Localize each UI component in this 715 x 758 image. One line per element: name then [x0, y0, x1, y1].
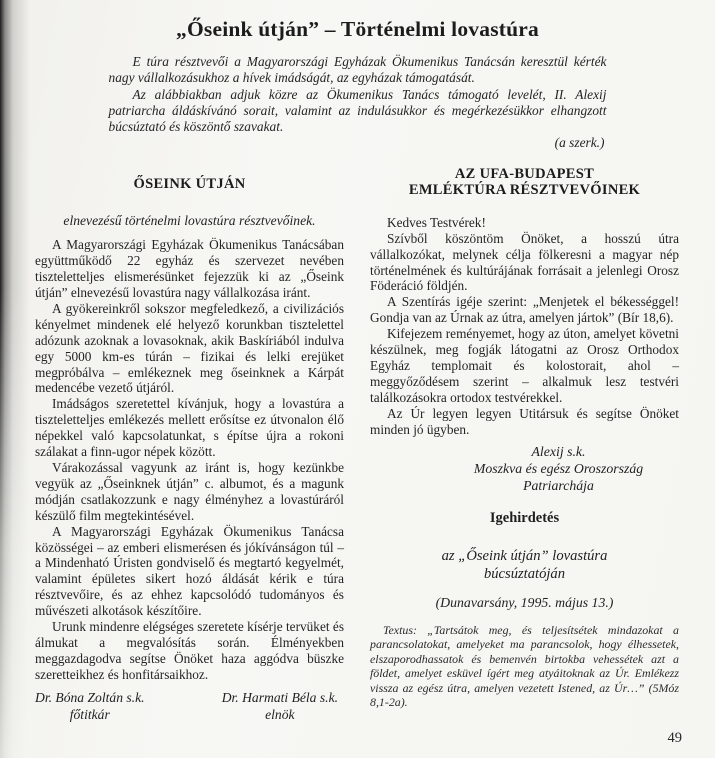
right-column — [370, 166, 679, 723]
signature-role: főtitkár — [69, 706, 110, 722]
editor-byline: (a szerk.) — [554, 135, 605, 151]
right-heading-line-2: EMLÉKTÚRA RÉSZTVEVŐINEK — [408, 182, 641, 199]
sermon-subtitle-line-1: az „Őseink útján” lovastúra — [441, 547, 608, 564]
sermon-heading: Igehirdetés — [489, 509, 560, 526]
right-column-heading — [370, 166, 679, 199]
left-paragraph-1: A Magyarországi Egyházak Ökumenikus Tanácsában együttműködő 22 egyház és szervezet nevében tiszteletteljes elismerésünket fejezzük ki az „Őseink útján” elnevezésű lovastúra nagy vállalkozása iránt. — [35, 237, 344, 300]
sermon-subtitle-line-2: búcsúztatóján — [483, 565, 566, 582]
salutation: Kedves Testvérek! — [387, 214, 486, 230]
signature-name: Dr. Harmati Béla s.k. — [221, 689, 338, 705]
signature-president — [222, 689, 338, 723]
left-column-heading: ŐSEINK ÚTJÁN — [133, 175, 246, 192]
right-paragraph-2: A Szentírás igéje szerint: „Menjetek el békességgel! Gondja van az Úrnak az útra, amelyen jártok” (Bír 18,6). — [370, 294, 679, 326]
sermon-textus: Textus: „Tartsátok meg, és teljesítsétek mindazokat a parancsolatokat, amelyeket ma parancsolok, hogy élhessetek, elszaporodhassatok és bemenvén birtokba vehessétek azt a földet, amelyet esküvel ígért meg atyáitoknak az Úr. Emlékezz vissza az egész útra, amelyen vezetett Istened, az Úr…” (5Móz 8,1-2a). — [370, 622, 679, 710]
signature-name: Dr. Bóna Zoltán s.k. — [35, 689, 145, 705]
signature-role: elnök — [265, 706, 295, 722]
page-number: 49 — [667, 730, 682, 746]
left-paragraph-6: Urunk mindenre elégséges szeretete kísérje tervüket és álmukat a megvalósítás során. Élményekben meggazdagodva segítse Önöket haza aggódva büszke szeretteikhez és honfitársaikhoz. — [35, 619, 344, 682]
right-paragraph-4: Az Úr legyen legyen Utitársuk és segítse Önöket minden jó ügyben. — [370, 405, 679, 437]
left-paragraph-2: A gyökereinkről sokszor megfeledkező, a civilizációs kényelmet mindenek elé helyező korunkban tisztelettel adózunk azoknak a lovasoknak, akik Baskíriából indulva egy 5000 km-es túrán – fizikai és lelki erejüket megpróbálva – emlékeznek meg őseinknek a Kárpát medencébe vezető útjáról. — [35, 300, 344, 396]
letter-body — [370, 215, 679, 438]
right-heading-line-1: AZ UFA-BUDAPEST — [454, 165, 595, 182]
left-paragraph-3: Imádságos szeretettel kívánjuk, hogy a lovastúra a tiszteletteljes emlékezés mellett erősítse ez útvonalon élő népekkel való kapcsolatunkat, s építse újra a rokoni szálakat a finn-ugor népek között. — [35, 396, 344, 460]
patriarch-title: Patriarchája — [523, 478, 594, 494]
left-paragraph-4: Várakozással vagyunk az iránt is, hogy kezünkbe vegyük az „Őseinknek útján” c. albumot, és a magunk módján csatlakozzunk e nagy élményhez a lovastúráról készülő film megtekintésével. — [35, 459, 344, 523]
right-paragraph-1: Szívből köszöntöm Önöket, a hosszú útra vállalkozókat, melynek célja fölkeresni a magyar nép történelmének és kultúrájának forrásait a jelenlegi Orosz Föderáció földjén. — [370, 230, 679, 294]
left-paragraph-5: A Magyarországi Egyházak Ökumenikus Tanácsa közösségei – az emberi elismerésen és jókívánságon túl – a Mindenható Úristen gondviselő és megtartó kegyelmét, valamint épületes sikert hozó áldását kérik e túra résztvevőire, és az ehhez kapcsolódó tudományos és művészeti alkotások készítőire. — [35, 523, 344, 619]
intro-block — [109, 54, 607, 152]
two-column-layout — [0, 166, 715, 723]
intro-paragraph-2: Az alábbiakban adjuk közre az Ökumenikus Tanács támogató levelét, II. Alexij patriarcha áldáskívánó sorait, valamint az indulásukkor és megérkezésükkor elhangzott búcsúztató és köszöntő szavakat. — [108, 86, 607, 135]
right-paragraph-3: Kifejezem reményemet, hogy az úton, amelyet követni készülnek, meg fogják látogatni az Orosz Orthodox Egyház templomait és kolostorait, ahol – meggyőződésem szerint – alkalmuk lesz testvéri találkozásokra ortodox testvérekkel. — [370, 326, 679, 405]
left-column-subtitle: elnevezésű történelmi lovastúra résztvevőinek. — [63, 213, 316, 229]
signature-row — [35, 689, 344, 723]
sermon-location-date: (Dunavarsány, 1995. május 13.) — [435, 594, 614, 610]
patriarch-name: Alexij s.k. — [531, 444, 586, 460]
intro-paragraph-1: E túra résztvevői a Magyarországi Egyházak Ökumenikus Tanácsán keresztül kérték nagy vállalkozásukhoz a hívek imádságát, az egyházak támogatását. — [108, 54, 607, 86]
left-column — [35, 166, 344, 723]
signature-patriarch — [438, 444, 679, 494]
signature-secretary — [35, 689, 145, 723]
article-title: „Őseink útján” – Történelmi lovastúra — [176, 17, 539, 41]
sermon-subtitle — [370, 547, 679, 583]
patriarch-see: Moszkva és egész Oroszország — [473, 461, 644, 477]
